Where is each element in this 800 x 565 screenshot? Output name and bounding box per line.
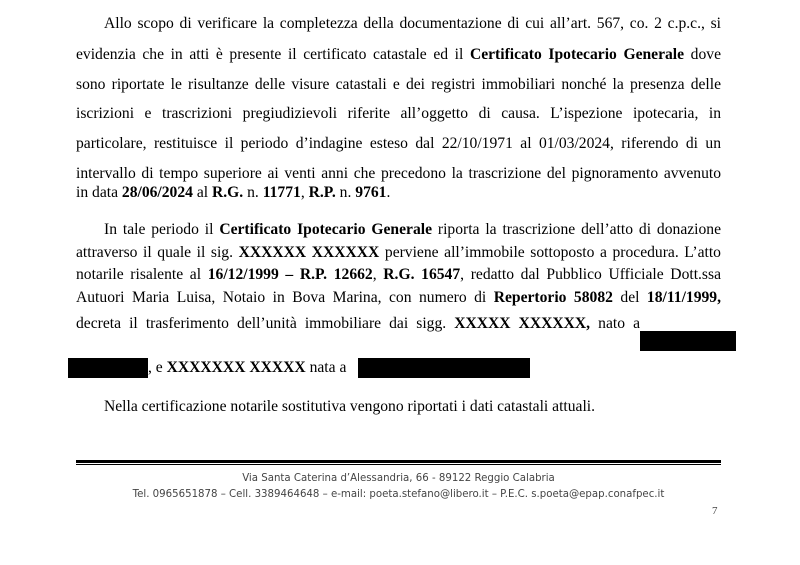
text-span: In tale periodo il [104, 221, 220, 238]
redaction-block [640, 331, 736, 351]
bold-text: XXXXX XXXXXX, [454, 315, 591, 332]
text-span: sono riportate le risultanze delle visure catastali e dei registri immobiliari nonché la presenza delle [76, 76, 721, 93]
bold-text: R.P. [308, 184, 336, 201]
text-span: attraverso il quale il sig. [76, 244, 239, 261]
text-span: n. [335, 184, 356, 201]
footer-divider-thin [76, 464, 721, 465]
text-span: perviene all’immobile sottoposto a procedura. L’atto [379, 244, 721, 261]
paragraph-1-line-6 [76, 164, 721, 184]
paragraph-1-line-3 [76, 75, 721, 95]
text-span: particolare, restituisce il periodo d’indagine esteso dal 22/10/1971 al 01/03/2024, riferendo di un [76, 135, 721, 152]
text-span: , [300, 184, 309, 201]
text-span: intervallo di tempo superiore ai venti anni che precedono la trascrizione del pignoramento avvenuto [76, 165, 721, 182]
bold-text: 16/12/1999 – R.P. 12662 [207, 266, 373, 283]
text-span: notarile risalente al [76, 266, 208, 283]
bold-text: Repertorio 58082 [493, 289, 613, 306]
text-span: riporta la trascrizione dell’atto di donazione [432, 221, 722, 238]
bold-text: R.G. [212, 184, 244, 201]
text-span: nato a [590, 315, 641, 332]
text-span: Autuori Maria Luisa, Notaio in Bova Marina, con numero di [76, 289, 494, 306]
bold-text: 28/06/2024 [121, 184, 193, 201]
text-span: , e [148, 359, 167, 376]
paragraph-2-line-2 [76, 243, 721, 263]
footer-divider [76, 460, 721, 463]
bold-text: XXXXXX XXXXXX [238, 244, 380, 261]
paragraph-1-line-5 [76, 134, 721, 154]
bold-text: R.G. 16547 [383, 266, 461, 283]
paragraph-2-line-1 [104, 220, 721, 240]
bold-text: 18/11/1999, [646, 289, 721, 306]
paragraph-1-line-7 [76, 183, 721, 203]
bold-text: XXXXXXX XXXXX [166, 359, 306, 376]
text-span: decreta il trasferimento dell’unità immobiliare dai sigg. [76, 315, 455, 332]
bold-text: 11771 [262, 184, 301, 201]
paragraph-3-line-1 [104, 397, 721, 417]
redaction-block [358, 358, 530, 378]
paragraph-2-line-4 [76, 288, 721, 308]
paragraph-2-line-6 [148, 358, 358, 378]
text-span: al [192, 184, 213, 201]
bold-text: Certificato Ipotecario Generale [469, 46, 685, 63]
text-span: , redatto dal Pubblico Ufficiale Dott.ssa [460, 266, 721, 283]
text-span: n. [243, 184, 263, 201]
paragraph-1-line-1 [104, 14, 721, 34]
paragraph-2-line-5 [76, 314, 640, 334]
footer-contacts: Tel. 0965651878 – Cell. 3389464648 – e-mail: poeta.stefano@libero.it – P.E.C. s.poeta@epap.conafpec.it [132, 489, 665, 500]
paragraph-1-line-2 [76, 45, 721, 65]
text-span: del [612, 289, 647, 306]
text-span: evidenzia che in atti è presente il certificato catastale ed il [76, 46, 470, 63]
text-span: iscrizioni e trascrizioni pregiudizievoli riferite all’oggetto di causa. L’ispezione ipotecaria, in [76, 105, 721, 122]
text-span: Nella certificazione notarile sostitutiva vengono riportati i dati catastali attuali. [104, 398, 596, 415]
text-span: , [372, 266, 384, 283]
paragraph-1-line-4 [76, 104, 721, 124]
paragraph-2-line-3 [76, 265, 721, 285]
footer-address: Via Santa Caterina d’Alessandria, 66 - 89122 Reggio Calabria [242, 473, 555, 484]
page-number: 7 [712, 505, 718, 517]
text-span: dove [684, 46, 721, 63]
bold-text: 9761 [355, 184, 387, 201]
text-span: Allo scopo di verificare la completezza della documentazione di cui all’art. 567, co. 2 c.p.c., si [104, 15, 721, 32]
bold-text: Certificato Ipotecario Generale [219, 221, 432, 238]
text-span: in data [76, 184, 122, 201]
redaction-block [68, 358, 148, 378]
text-span: nata a [305, 359, 347, 376]
text-span: . [386, 184, 391, 201]
